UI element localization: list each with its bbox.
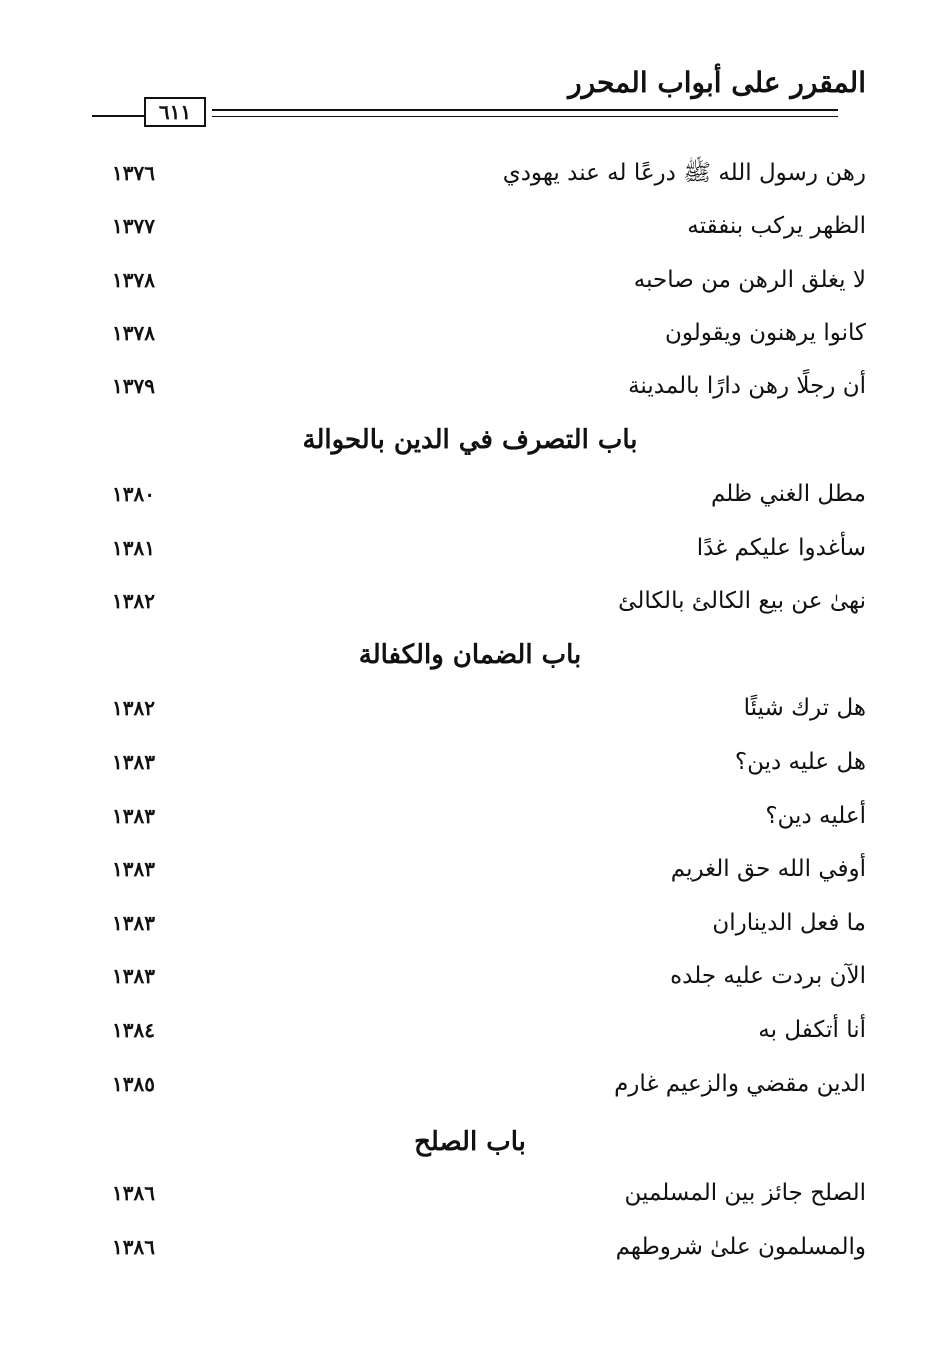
entry-text: مطل الغني ظلم [710,481,866,507]
entry-page-number: ١٣٨٣ [112,911,155,935]
header-rule-left [92,115,144,117]
entry-text: ما فعل الديناران [712,910,866,936]
entry-page-number: ١٣٨٢ [112,696,155,720]
index-entry [0,1227,934,1267]
entry-text: الآن بردت عليه جلده [670,963,866,989]
entry-page-number: ١٣٧٦ [112,161,155,185]
entry-page-number: ١٣٧٧ [112,214,155,238]
entry-text: أنا أتكفل به [758,1017,866,1043]
section-heading: باب الضمان والكفالة [358,640,582,670]
entry-text: الظهر يركب بنفقته [687,213,866,239]
entry-text: هل ترك شيئًا [743,695,866,721]
index-entry [0,796,934,836]
entry-text: أوفي الله حق الغريم [670,856,866,882]
index-entry [0,849,934,889]
entry-page-number: ١٣٨٣ [112,857,155,881]
entry-page-number: ١٣٨٣ [112,804,155,828]
index-entry [0,366,934,406]
header-rule-thin [212,116,838,117]
entry-page-number: ١٣٨٠ [112,482,155,506]
entry-text: الدين مقضي والزعيم غارم [614,1071,866,1097]
entry-text: لا يغلق الرهن من صاحبه [633,267,866,293]
index-entry [0,528,934,568]
entry-page-number: ١٣٨٦ [112,1235,155,1259]
index-entry [0,313,934,353]
index-entry [0,742,934,782]
entry-text: رهن رسول الله ﷺ درعًا له عند يهودي [502,160,866,186]
entry-page-number: ١٣٨٣ [112,750,155,774]
running-title: المقرر على أبواب المحرر [568,66,866,99]
section-heading: باب التصرف في الدين بالحوالة [302,425,638,455]
index-entry [0,1010,934,1050]
entry-text: والمسلمون علىٰ شروطهم [615,1234,866,1260]
index-entry [0,956,934,996]
index-entry [0,474,934,514]
entry-page-number: ١٣٨٤ [112,1018,155,1042]
index-entry [0,153,934,193]
entry-page-number: ١٣٨٥ [112,1072,155,1096]
section-heading: باب الصلح [414,1127,526,1157]
entry-page-number: ١٣٨٢ [112,589,155,613]
entry-page-number: ١٣٧٨ [112,268,155,292]
entry-page-number: ١٣٨٣ [112,964,155,988]
entry-page-number: ١٣٧٩ [112,374,155,398]
index-entry [0,1173,934,1213]
index-entry [0,688,934,728]
index-entry [0,1064,934,1104]
entry-text: هل عليه دين؟ [734,749,866,775]
entry-text: نهىٰ عن بيع الكالئ بالكالئ [618,588,866,614]
entry-text: كانوا يرهنون ويقولون [665,320,866,346]
page-number: ٦١١ [144,97,206,127]
entry-text: أن رجلًا رهن دارًا بالمدينة [628,373,866,399]
index-entry [0,206,934,246]
entry-page-number: ١٣٨١ [112,536,155,560]
header-rule [212,109,838,111]
index-entry [0,581,934,621]
index-entry [0,260,934,300]
index-entry [0,903,934,943]
entry-page-number: ١٣٧٨ [112,321,155,345]
entry-text: الصلح جائز بين المسلمين [624,1180,866,1206]
entry-text: أعليه دين؟ [765,803,866,829]
entry-page-number: ١٣٨٦ [112,1181,155,1205]
entry-text: سأغدوا عليكم غدًا [696,535,866,561]
